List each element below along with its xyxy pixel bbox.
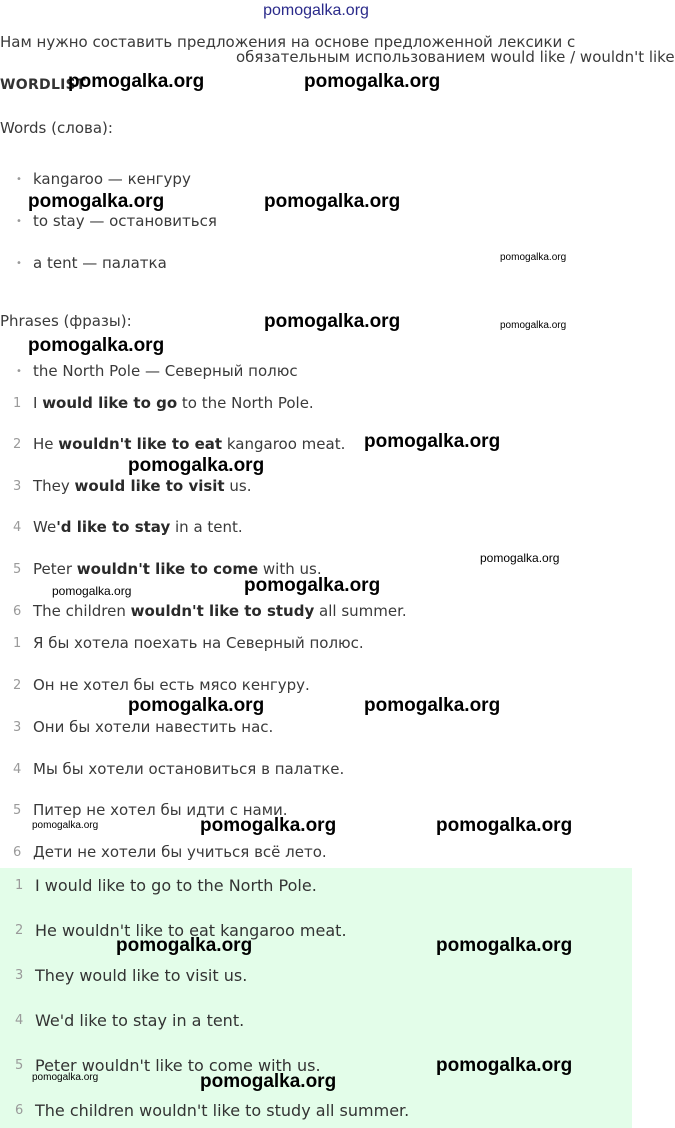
intro-text: Нам нужно составить предложения на основе предложенной лексики с — [0, 33, 576, 51]
word-item: to stay — остановиться — [33, 212, 217, 230]
answer-number: 1 — [15, 878, 24, 893]
watermark: pomogalka.org — [52, 584, 132, 598]
sentence-number: 2 — [13, 437, 22, 452]
english-sentence: We'd like to stay in a tent. — [33, 518, 243, 536]
bullet-icon: • — [16, 366, 22, 377]
watermark: pomogalka.org — [32, 820, 99, 831]
watermark: pomogalka.org — [500, 320, 567, 331]
watermark: pomogalka.org — [436, 815, 573, 836]
russian-sentence: Дети не хотели бы учиться всё лето. — [33, 843, 327, 861]
word-item: a tent — палатка — [33, 254, 167, 272]
sentence-number: 4 — [13, 762, 22, 777]
russian-sentence: Они бы хотели навестить нас. — [33, 718, 274, 736]
watermark: pomogalka.org — [200, 815, 337, 836]
answer-sentence: They would like to visit us. — [35, 966, 248, 985]
watermark: pomogalka.org — [264, 191, 401, 212]
answer-number: 6 — [15, 1103, 24, 1118]
answer-sentence: He wouldn't like to eat kangaroo meat. — [35, 921, 347, 940]
watermark: pomogalka.org — [200, 1071, 337, 1092]
sentence-number: 6 — [13, 845, 22, 860]
phrases-heading: Phrases (фразы): — [0, 312, 132, 330]
watermark: pomogalka.org — [116, 935, 253, 956]
watermark: pomogalka.org — [264, 311, 401, 332]
word-item: kangaroo — кенгуру — [33, 170, 191, 188]
bullet-icon: • — [16, 258, 22, 269]
sentence-number: 2 — [13, 678, 22, 693]
sentence-number: 3 — [13, 720, 22, 735]
sentence-number: 6 — [13, 604, 22, 619]
watermark: pomogalka.org — [500, 252, 567, 263]
watermark: pomogalka.org — [436, 1055, 573, 1076]
russian-sentence: Я бы хотела поехать на Северный полюс. — [33, 634, 364, 652]
russian-sentence: Мы бы хотели остановиться в палатке. — [33, 760, 345, 778]
watermark: pomogalka.org — [304, 71, 441, 92]
watermark: pomogalka.org — [32, 1072, 99, 1083]
bullet-icon: • — [16, 216, 22, 227]
answer-number: 5 — [15, 1058, 24, 1073]
english-sentence: The children wouldn't like to study all summer. — [33, 602, 407, 620]
watermark: pomogalka.org — [480, 551, 560, 565]
watermark: pomogalka.org — [68, 71, 205, 92]
phrase-item: the North Pole — Северный полюс — [33, 362, 298, 380]
intro-cut-line — [236, 48, 675, 70]
words-heading: Words (слова): — [0, 119, 113, 137]
wordlist-heading: WORDLIST — [0, 77, 86, 93]
russian-sentence: Питер не хотел бы идти с нами. — [33, 801, 288, 819]
answer-sentence: I would like to go to the North Pole. — [35, 876, 317, 895]
english-sentence: They would like to visit us. — [33, 477, 252, 495]
watermark: pomogalka.org — [364, 431, 501, 452]
english-sentence: Peter wouldn't like to come with us. — [33, 560, 322, 578]
sentence-number: 1 — [13, 636, 22, 651]
sentence-number: 1 — [13, 396, 22, 411]
answer-sentence: We'd like to stay in a tent. — [35, 1011, 245, 1030]
watermark: pomogalka.org — [128, 695, 265, 716]
sentence-number: 5 — [13, 803, 22, 818]
answer-number: 3 — [15, 968, 24, 983]
watermark: pomogalka.org — [436, 935, 573, 956]
bullet-icon: • — [16, 174, 22, 185]
answer-number: 2 — [15, 923, 24, 938]
watermark: pomogalka.org — [28, 191, 165, 212]
watermark: pomogalka.org — [364, 695, 501, 716]
sentence-number: 5 — [13, 562, 22, 577]
russian-sentence: Он не хотел бы есть мясо кенгуру. — [33, 676, 310, 694]
english-sentence: He wouldn't like to eat kangaroo meat. — [33, 435, 346, 453]
english-sentence: I would like to go to the North Pole. — [33, 394, 314, 412]
watermark: pomogalka.org — [128, 455, 265, 476]
watermark: pomogalka.org — [28, 335, 165, 356]
answer-number: 4 — [15, 1013, 24, 1028]
sentence-number: 3 — [13, 479, 22, 494]
sentence-number: 4 — [13, 520, 22, 535]
intro-cut-text: обязательным использованием would like / wouldn't like — [236, 48, 675, 66]
answer-sentence: The children wouldn't like to study all summer. — [35, 1101, 410, 1120]
answer-sentence: Peter wouldn't like to come with us. — [35, 1056, 321, 1075]
site-title[interactable]: pomogalka.org — [263, 2, 369, 19]
watermark: pomogalka.org — [244, 575, 381, 596]
